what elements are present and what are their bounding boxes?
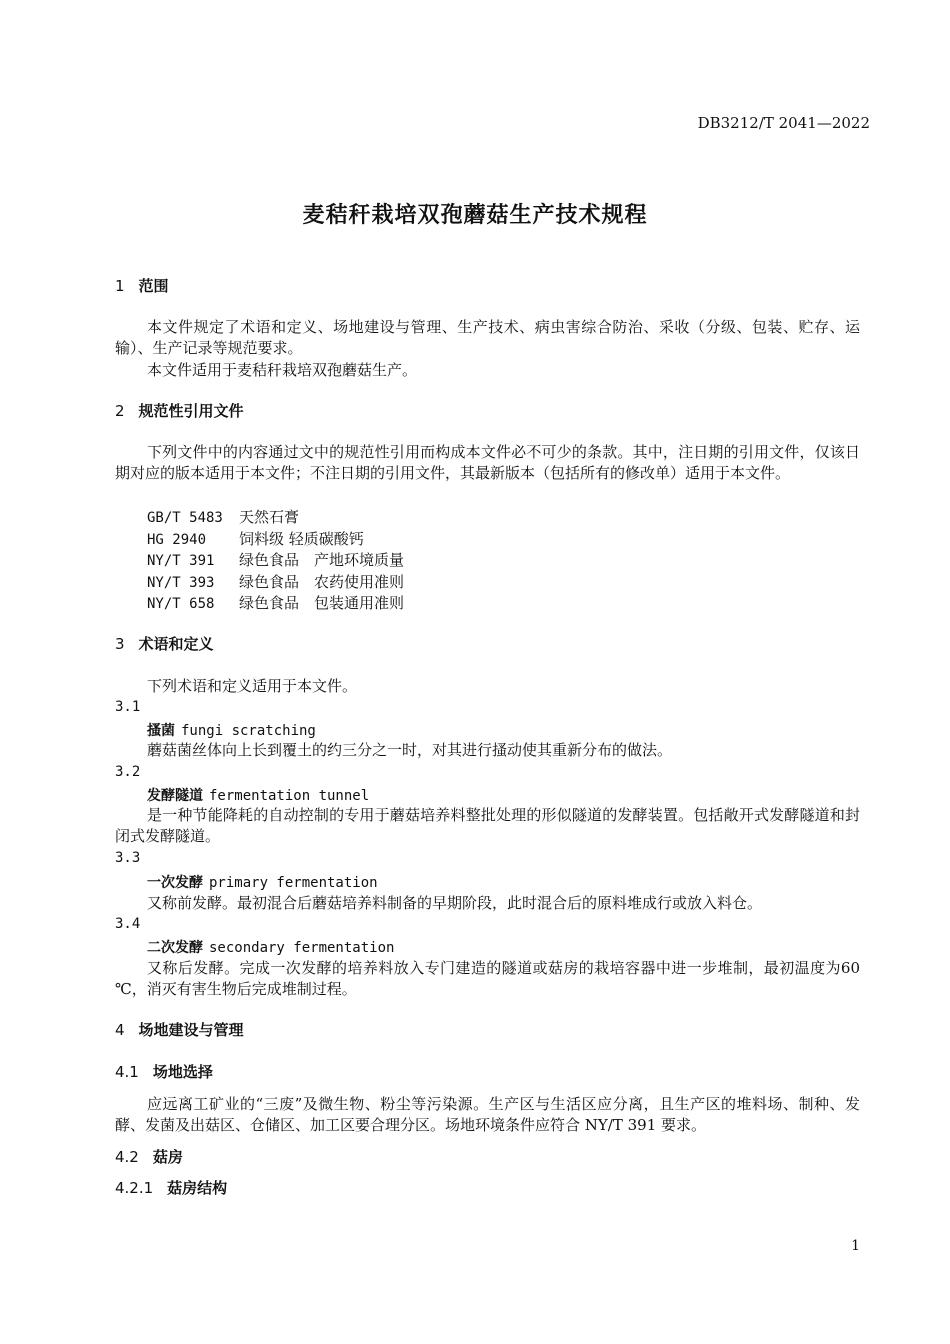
section-number: 1: [115, 277, 125, 295]
reference-name: 绿色食品 产地环境质量: [239, 551, 405, 569]
section-2-heading: [115, 401, 860, 422]
term-number: 3.2: [115, 764, 141, 780]
reference-item: [147, 507, 299, 529]
reference-name: 绿色食品 包装通用准则: [239, 594, 405, 612]
section-1-paragraph-1: 本文件规定了术语和定义、场地建设与管理、生产技术、病虫害综合防治、采收（分级、包装、贮存、运输）、生产记录等规范要求。: [115, 318, 860, 357]
term-number: 3.1: [115, 699, 141, 715]
section-title: 场地建设与管理: [138, 1021, 244, 1039]
section-number: 3: [115, 635, 125, 653]
term-title: [147, 720, 316, 740]
section-number: 4.2: [115, 1148, 139, 1166]
reference-code: NY/T 658: [147, 596, 215, 612]
term-definition: 又称前发酵。最初混合后蘑菇培养料制备的早期阶段，此时混合后的原料堆成行或放入料仓。: [147, 894, 763, 912]
section-number: 4.2.1: [115, 1179, 154, 1197]
section-1-paragraph-2: 本文件适用于麦秸秆栽培双孢蘑菇生产。: [147, 361, 418, 379]
term-definition: 蘑菇菌丝体向上长到覆土的约三分之一时，对其进行搔动使其重新分布的做法。: [147, 741, 673, 759]
section-3-heading: [115, 634, 860, 655]
section-4-heading: [115, 1020, 860, 1041]
section-3-intro: 下列术语和定义适用于本文件。: [147, 677, 358, 695]
section-title: 菇房结构: [167, 1179, 228, 1197]
reference-item: [147, 572, 404, 594]
reference-name: 天然石膏: [239, 508, 300, 526]
section-title: 场地选择: [152, 1063, 213, 1081]
section-title: 菇房: [152, 1148, 183, 1166]
term-en: fermentation tunnel: [209, 788, 370, 804]
reference-item: [147, 550, 404, 572]
term-number: 3.4: [115, 916, 141, 932]
term-zh: 发酵隧道: [147, 788, 203, 804]
reference-item: [147, 593, 404, 615]
document-code: DB3212/T 2041—2022: [697, 114, 870, 132]
term-title: [147, 937, 394, 957]
term-zh: 搔菌: [147, 723, 175, 739]
term-zh: 二次发酵: [147, 940, 203, 956]
term-definition: 是一种节能降耗的自动控制的专用于蘑菇培养料整批处理的形似隧道的发酵装置。包括敞开式发酵隧道和封闭式发酵隧道。: [115, 806, 860, 845]
section-number: 4: [115, 1021, 125, 1039]
section-number: 2: [115, 402, 125, 420]
reference-item: [147, 529, 364, 551]
section-4-1-heading: [115, 1062, 860, 1083]
term-definition: 又称后发酵。完成一次发酵的培养料放入专门建造的隧道或菇房的栽培容器中进一步堆制，最初温度为60 ℃，消灭有害生物后完成堆制过程。: [115, 959, 860, 998]
term-zh: 一次发酵: [147, 875, 203, 891]
term-en: fungi scratching: [181, 723, 316, 739]
term-title: [147, 785, 369, 805]
term-title: [147, 872, 378, 892]
section-4-2-1-heading: [115, 1178, 860, 1199]
section-number: 4.1: [115, 1063, 139, 1081]
document-title: 麦秸秆栽培双孢蘑菇生产技术规程: [302, 203, 648, 228]
section-4-1-paragraph: 应远离工矿业的“三废”及微生物、粉尘等污染源。生产区与生活区应分离，且生产区的堆料场、制种、发酵、发菌及出菇区、仓储区、加工区要合理分区。场地环境条件应符合 NY/T 391 要求。: [115, 1095, 860, 1134]
term-en: primary fermentation: [209, 875, 378, 891]
section-title: 术语和定义: [138, 635, 214, 653]
reference-name: 饲料级 轻质碳酸钙: [239, 530, 364, 548]
section-title: 规范性引用文件: [138, 402, 244, 420]
section-4-2-heading: [115, 1147, 860, 1168]
reference-code: GB/T 5483: [147, 510, 223, 526]
page-number: 1: [851, 1238, 860, 1254]
section-title: 范围: [138, 277, 169, 295]
reference-code: NY/T 391: [147, 553, 215, 569]
reference-name: 绿色食品 农药使用准则: [239, 573, 405, 591]
reference-code: HG 2940: [147, 532, 207, 548]
term-en: secondary fermentation: [209, 940, 395, 956]
section-1-heading: [115, 276, 860, 297]
term-number: 3.3: [115, 850, 141, 866]
section-2-paragraph-1: 下列文件中的内容通过文中的规范性引用而构成本文件必不可少的条款。其中，注日期的引用文件，仅该日期对应的版本适用于本文件；不注日期的引用文件，其最新版本（包括所有的修改单）适用于本文件。: [115, 443, 860, 482]
reference-code: NY/T 393: [147, 575, 215, 591]
